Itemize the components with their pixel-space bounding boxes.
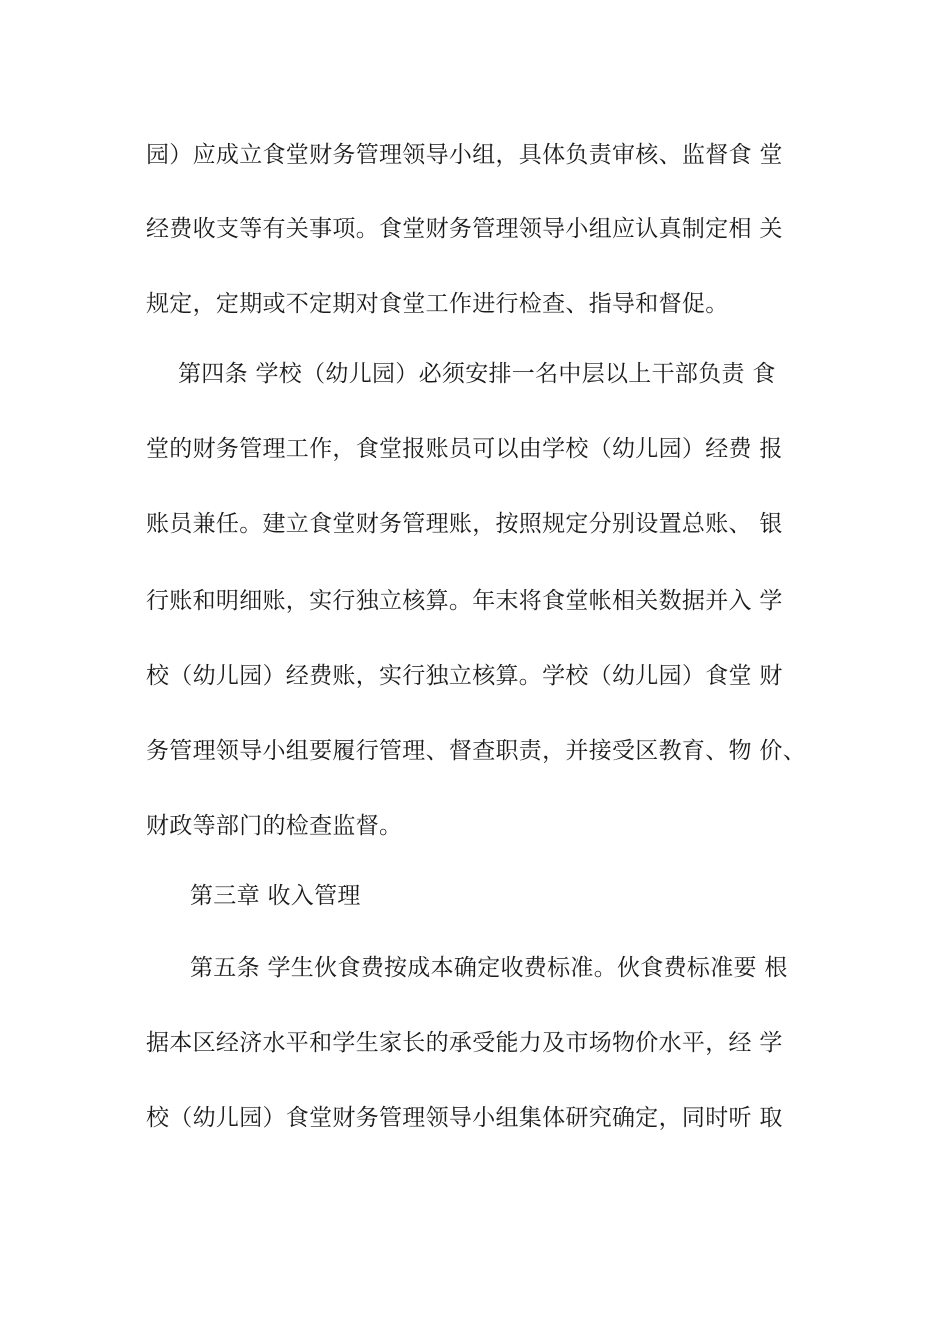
chapter-heading: 第三章 收入管理: [190, 883, 361, 909]
article-4-line-6: 务管理领导小组要履行管理、督查职责，并接受区教育、物 价、: [146, 738, 807, 764]
paragraph-line-1: 园）应成立食堂财务管理领导小组，具体负责审核、监督食 堂: [146, 142, 783, 168]
paragraph-line-2: 经费收支等有关事项。食堂财务管理领导小组应认真制定相 关: [146, 216, 783, 242]
paragraph-line-3: 规定，定期或不定期对食堂工作进行检查、指导和督促。: [146, 291, 729, 317]
article-4-line-4: 行账和明细账，实行独立核算。年末将食堂帐相关数据并入 学: [146, 588, 783, 614]
article-4-line-5: 校（幼儿园）经费账，实行独立核算。学校（幼儿园）食堂 财: [146, 663, 783, 689]
article-5-line-2: 据本区经济水平和学生家长的承受能力及市场物价水平，经 学: [146, 1030, 783, 1056]
article-4-line-2: 堂的财务管理工作，食堂报账员可以由学校（幼儿园）经费 报: [146, 436, 783, 462]
article-5-line-3: 校（幼儿园）食堂财务管理领导小组集体研究确定，同时听 取: [146, 1105, 783, 1131]
article-4-line-1: 第四条 学校（幼儿园）必须安排一名中层以上干部负责 食: [178, 361, 776, 387]
article-4-line-3: 账员兼任。建立食堂财务管理账，按照规定分别设置总账、 银: [146, 511, 783, 537]
article-4-line-7: 财政等部门的检查监督。: [146, 813, 403, 839]
article-5-line-1: 第五条 学生伙食费按成本确定收费标准。伙食费标准要 根: [190, 955, 788, 981]
